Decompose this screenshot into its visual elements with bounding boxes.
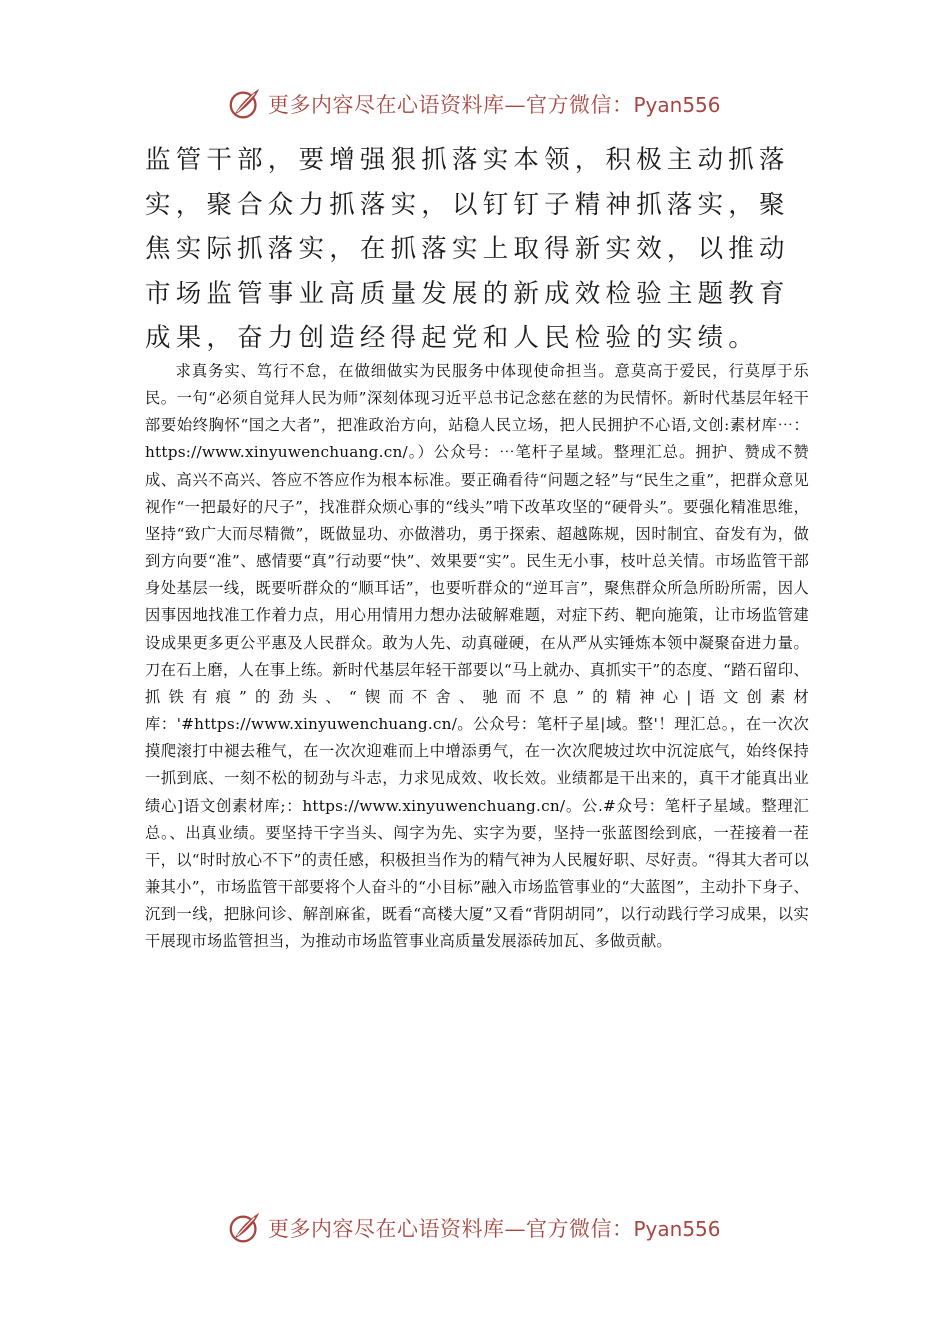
banner-text (268, 89, 721, 119)
banner-main-text: 更多内容尽在心语资料库—官方微信： (268, 1217, 634, 1241)
quill-pen-logo-icon (226, 1209, 264, 1247)
footer-banner (226, 1206, 726, 1250)
body-paragraph: 求真务实、笃行不怠，在做细做实为民服务中体现使命担当。意莫高于爱民，行莫厚于乐民。一句“必须自觉拜人民为师”深刻体现习近平总书记念慈在慈的为民情怀。新时代基层年轻干部要始终胸怀“国之大者”，把准政治方向，站稳人民立场，把人民拥护不心语,文创:素材库⋯：https://www.xinyuwenchuang.cn/。）公众号：⋯笔杆子星域。整理汇总。拥护、赞成不赞成、高兴不高兴、答应不答应作为根本标准。要正确看待“问题之轻”与“民生之重”，把群众意见视作“一把最好的尺子”，找准群众烦心事的“线头”啃下改革攻坚的“硬骨头”。要强化精准思维，坚持“致广大而尽精微”，既做显功、亦做潜功，勇于探索、超越陈规，因时制宜、奋发有为，做到方向要“准”、感情要“真”行动要“快”、效果要“实”。民生无小事，枝叶总关情。市场监管干部身处基层一线，既要听群众的“顺耳话”，也要听群众的“逆耳言”，聚焦群众所急所盼所需，因人因事因地找准工作着力点，用心用情用力想办法破解难题，对症下药、靶向施策，让市场监管建设成果更多更公平惠及人民群众。敢为人先、动真碰硬，在从严从实锤炼本领中凝聚奋进力量。刀在石上磨，人在事上练。新时代基层年轻干部要以“马上就办、真抓实干”的态度、“踏石留印、抓铁有痕”的劲头、“锲而不舍、驰而不息”的精神心|语文创素材库：'#https://www.xinyuwenchuang.cn/。公众号：笔杆子星|域。整'！理汇总。，在一次次摸爬滚打中褪去稚气，在一次次迎难而上中增添勇气，在一次次爬坡过坎中沉淀底气，始终保持一抓到底、一刻不松的韧劲与斗志，力求见成效、收长效。业绩都是干出来的，真干才能真出业绩心]语文创素材库;：https://www.xinyuwenchuang.cn/。公.#众号：笔杆子星域。整理汇总。、出真业绩。要坚持干字当头、闯字为先、实字为要，坚持一张蓝图绘到底，一茬接着一茬干，以“时时放心不下”的责任感，积极担当作为的精气神为人民履好职、尽好责。“得其大者可以兼其小”，市场监管干部要将个人奋斗的“小目标”融入市场监管事业的“大蓝图”，主动扑下身子、沉到一线，把脉问诊、解剖麻雀，既看“高楼大厦”又看“背阴胡同”，以行动践行学习成果，以实干展现市场监管担当，为推动市场监管事业高质量发展添砖加瓦、多做贡献。 (145, 362, 809, 951)
lead-paragraph: 监管干部，要增强狠抓落实本领，积极主动抓落实，聚合众力抓落实，以钉钉子精神抓落实，聚焦实际抓落实，在抓落实上取得新实效，以推动市场监管事业高质量发展的新成效检验主题教育成果，奋力创造经得起党和人民检验的实绩。 (145, 145, 790, 353)
header-banner (226, 82, 726, 126)
banner-text (268, 1213, 721, 1243)
banner-main-text: 更多内容尽在心语资料库—官方微信： (268, 93, 634, 117)
quill-pen-logo-icon (226, 85, 264, 123)
banner-handle: Pyan556 (633, 1217, 721, 1241)
banner-handle: Pyan556 (633, 93, 721, 117)
